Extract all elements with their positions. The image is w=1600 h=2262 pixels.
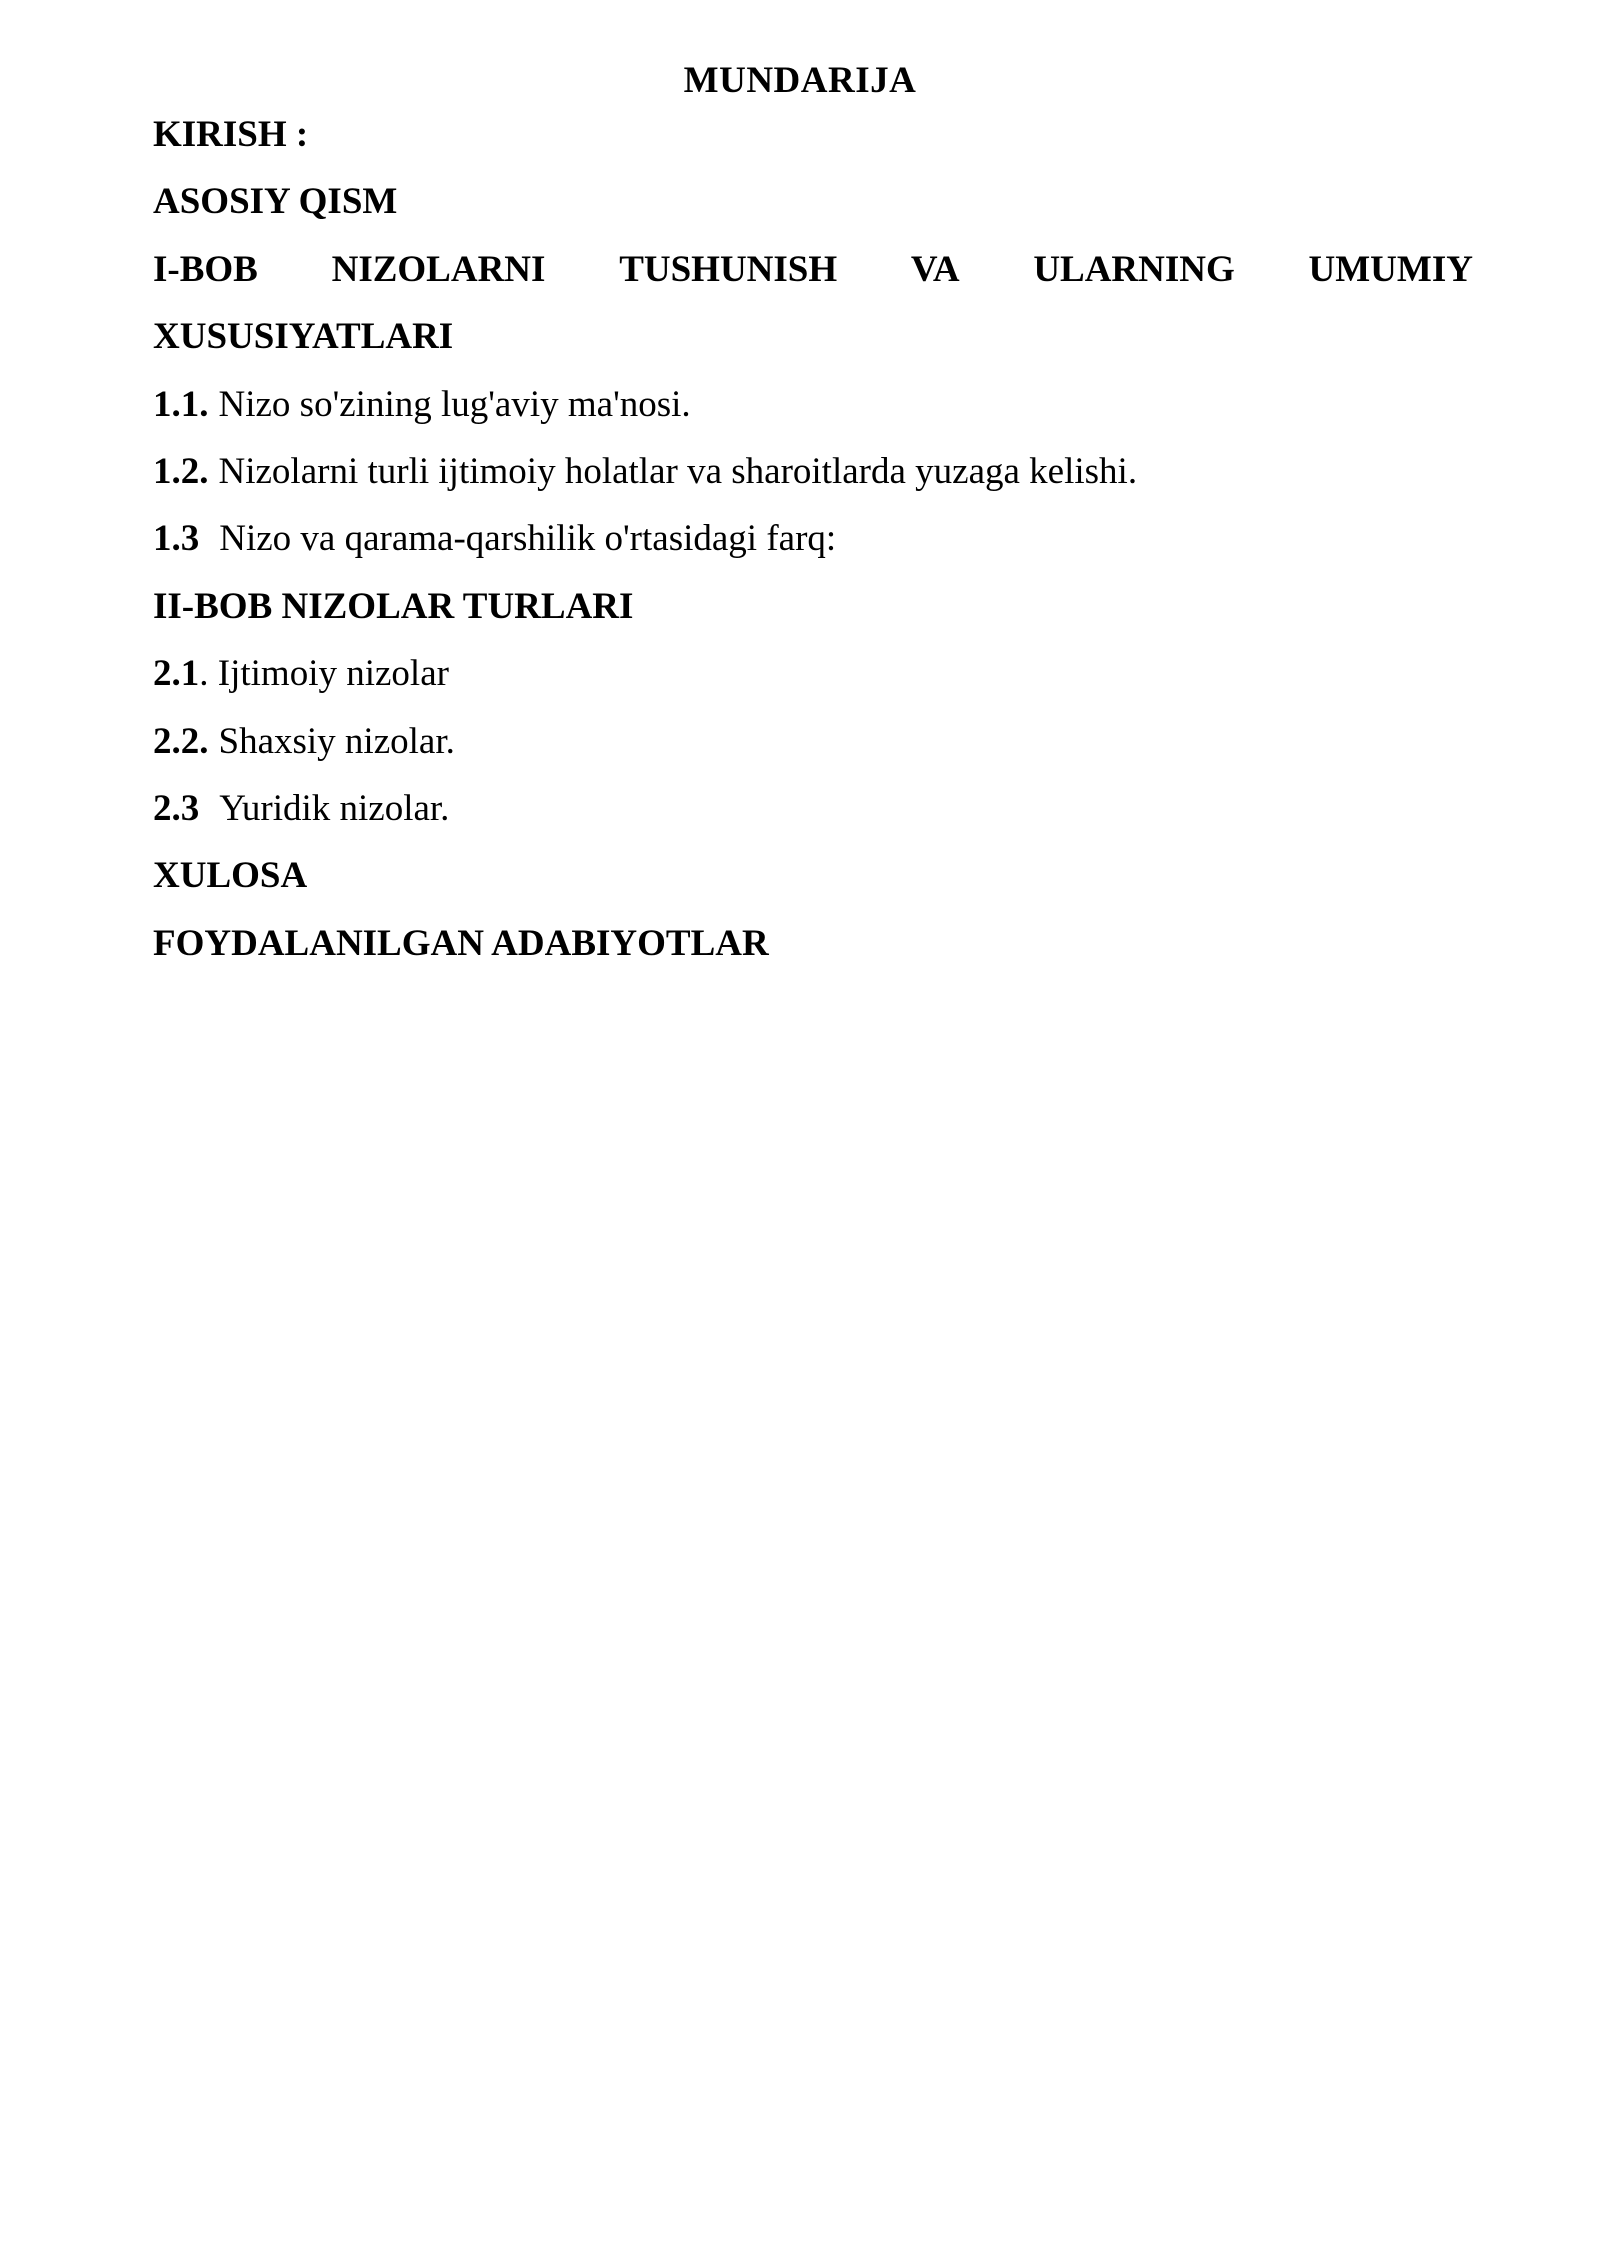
section-text: Nizo so'zining lug'aviy ma'nosi. xyxy=(218,383,691,425)
chapter1-word: TUSHUNISH xyxy=(619,248,838,290)
section-text: Nizo va qarama-qarshilik o'rtasidagi farq: xyxy=(219,518,837,560)
section-text: Nizolarni turli ijtimoiy holatlar va sharoitlarda yuzaga kelishi. xyxy=(218,450,1138,492)
chapter1-word: UMUMIY xyxy=(1308,248,1473,290)
toc-entry-adabiyotlar: FOYDALANILGAN ADABIYOTLAR xyxy=(153,922,769,964)
toc-section-2-2 xyxy=(153,708,1473,775)
section-number: 2.1 xyxy=(153,653,200,695)
toc-section-1-1 xyxy=(153,371,1473,438)
chapter1-word: VA xyxy=(910,248,960,290)
page-title: MUNDARIJA xyxy=(683,60,917,101)
section-text: Shaxsiy nizolar. xyxy=(218,720,455,762)
toc-chapter1-heading-continuation: XUSUSIYATLARI xyxy=(153,316,454,358)
table-of-contents xyxy=(153,101,1473,977)
toc-entry-asosiy-qism: ASOSIY QISM xyxy=(153,181,398,223)
toc-section-1-2 xyxy=(153,438,1473,505)
chapter1-word: NIZOLARNI xyxy=(331,248,546,290)
chapter1-word: ULARNING xyxy=(1033,248,1235,290)
section-number: 2.2. xyxy=(153,720,209,762)
section-number: 1.3 xyxy=(153,518,200,560)
toc-chapter1-heading xyxy=(153,236,1473,303)
toc-chapter2-heading: II-BOB NIZOLAR TURLARI xyxy=(153,585,634,627)
toc-section-1-3 xyxy=(153,505,1473,572)
section-number: 1.1. xyxy=(153,383,209,425)
section-text: Yuridik nizolar. xyxy=(219,787,450,829)
chapter1-word: I-BOB xyxy=(153,248,258,290)
section-number: 2.3 xyxy=(153,787,200,829)
section-text: . Ijtimoiy nizolar xyxy=(199,653,449,695)
toc-entry-kirish: KIRISH : xyxy=(153,114,309,155)
section-number: 1.2. xyxy=(153,450,209,492)
toc-section-2-3 xyxy=(153,775,1473,842)
toc-section-2-1 xyxy=(153,640,1473,707)
toc-entry-xulosa: XULOSA xyxy=(153,855,308,897)
